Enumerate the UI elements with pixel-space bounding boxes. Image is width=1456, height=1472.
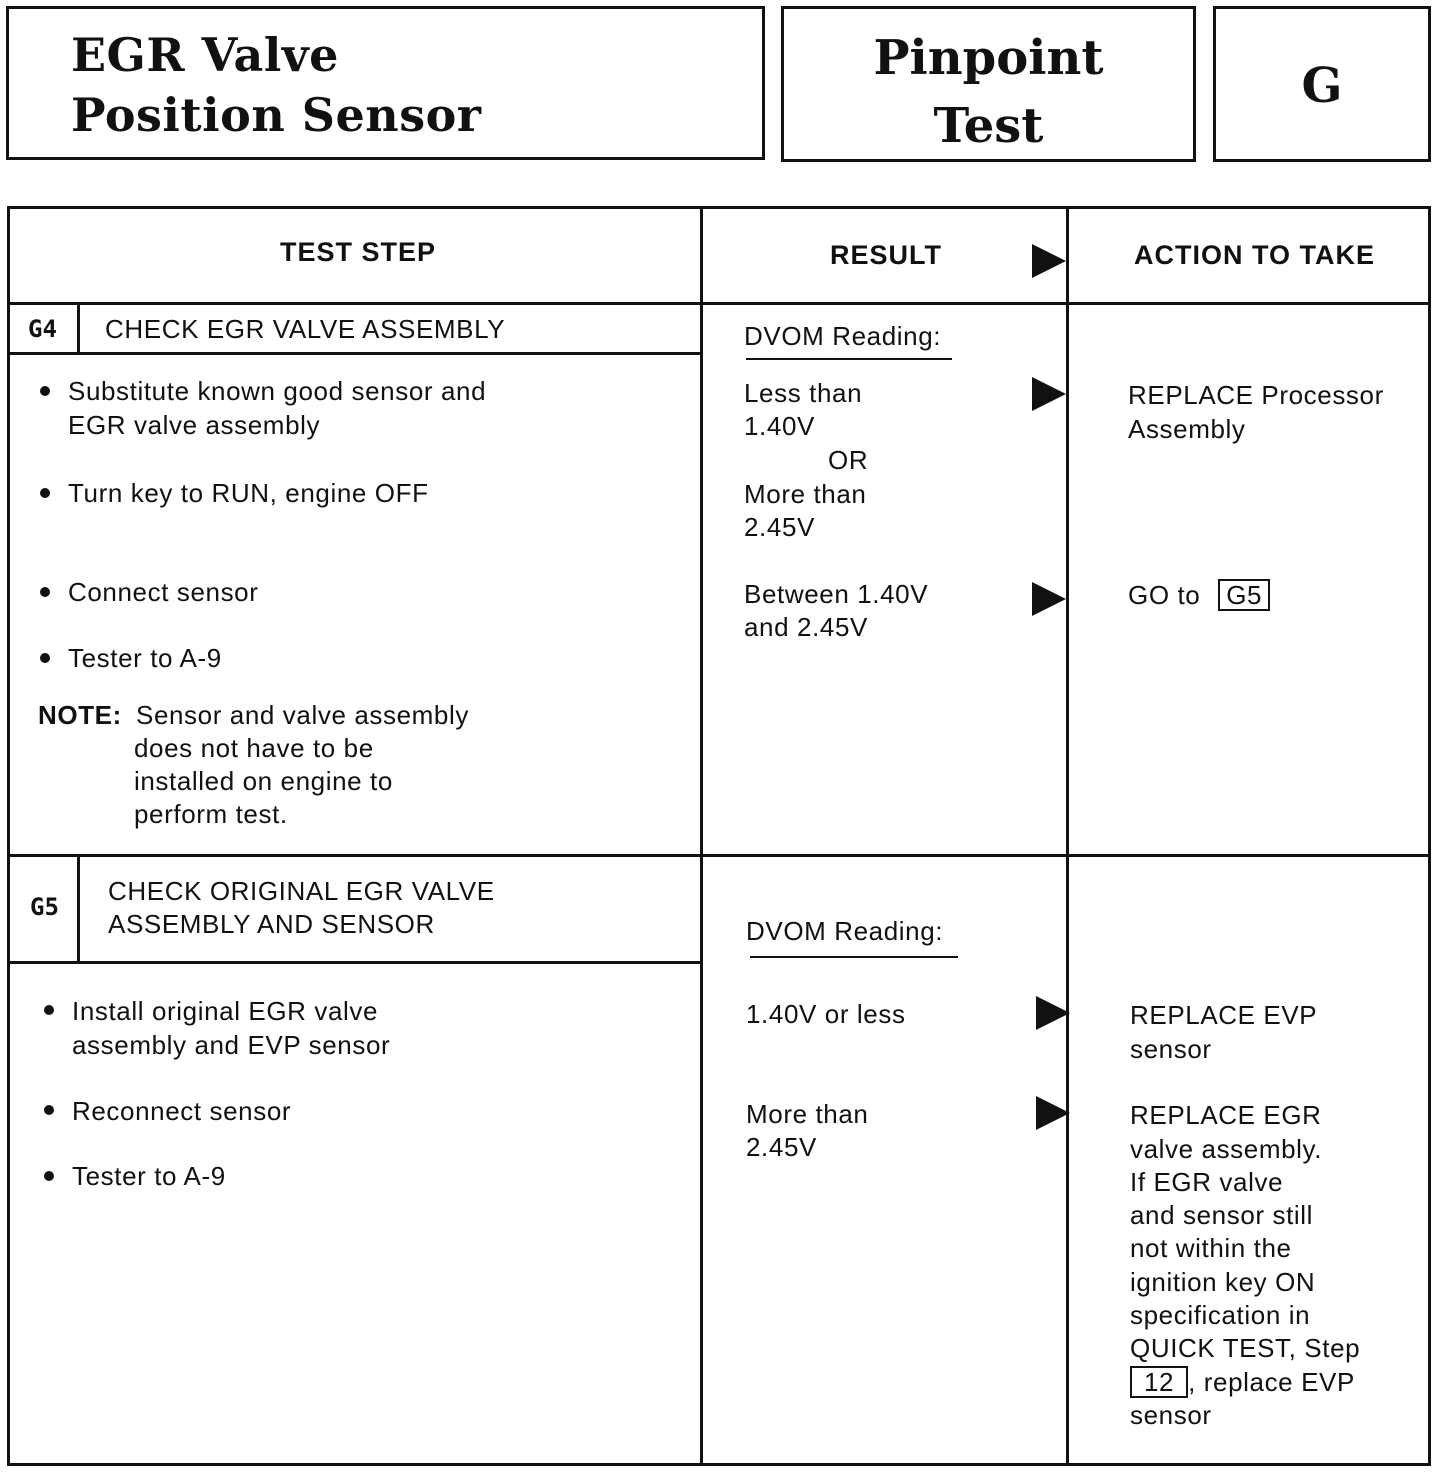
g5-result-1: 1.40V or less	[746, 999, 906, 1029]
g4-result-1-line-2: 1.40V	[744, 411, 815, 441]
pinpoint-line-1: Pinpoint	[873, 30, 1104, 86]
g4-step-2: Turn key to RUN, engine OFF	[68, 478, 429, 508]
bullet-icon	[40, 653, 50, 663]
result-arrow-icon	[1032, 377, 1066, 411]
test-letter: G	[1301, 58, 1343, 114]
g5-action-2-line-1: REPLACE EGR	[1130, 1100, 1322, 1130]
g5-step-2: Reconnect sensor	[72, 1096, 292, 1126]
g5-action-2-line-9	[1130, 1366, 1355, 1399]
g4-result-heading-underline	[746, 358, 952, 360]
g5-step-id: G5	[30, 893, 59, 921]
pinpoint-box	[781, 6, 1196, 162]
g5-result-2-line-2: 2.45V	[746, 1132, 817, 1162]
title-box	[6, 6, 765, 160]
g4-id-divider	[77, 305, 80, 353]
g4-note-line-1: Sensor and valve assembly	[136, 700, 469, 730]
g5-action-2-line-4: and sensor still	[1130, 1200, 1314, 1230]
bullet-icon	[40, 386, 50, 396]
g4-note-line-4: perform test.	[134, 799, 288, 829]
g5-step-3: Tester to A-9	[72, 1161, 226, 1191]
g4-result-2-line-2: and 2.45V	[744, 612, 868, 642]
g4-result-1-line-5: 2.45V	[744, 512, 815, 542]
g4-action-2-prefix: GO to	[1128, 580, 1201, 610]
g5-action-2-line-7: specification in	[1130, 1300, 1311, 1330]
header-action: ACTION TO TAKE	[1134, 240, 1375, 270]
g5-action-2-line-8: QUICK TEST, Step	[1130, 1333, 1361, 1363]
bullet-icon	[44, 1105, 54, 1115]
g4-step-id: G4	[28, 315, 57, 343]
title-line-1: EGR Valve	[71, 28, 339, 82]
header-test-step: TEST STEP	[280, 237, 437, 267]
g4-step-3: Connect sensor	[68, 577, 259, 607]
g4-step-4: Tester to A-9	[68, 643, 222, 673]
g4-action-1-line-1: REPLACE Processor	[1128, 380, 1384, 410]
g5-action-2-line-3: If EGR valve	[1130, 1167, 1284, 1197]
g4-step-1-line-1: Substitute known good sensor and	[68, 376, 487, 406]
result-arrow-icon	[1036, 1096, 1070, 1130]
result-arrow-icon	[1036, 996, 1070, 1030]
header-result: RESULT	[830, 240, 942, 270]
document-title	[71, 25, 482, 145]
bullet-icon	[40, 587, 50, 597]
g4-note-label: NOTE:	[38, 700, 122, 730]
g4-action-2	[1128, 579, 1270, 612]
g4-note-line-3: installed on engine to	[134, 766, 393, 796]
g4-action-1-line-2: Assembly	[1128, 414, 1246, 444]
g5-action-1-line-2: sensor	[1130, 1034, 1212, 1064]
bullet-icon	[44, 1005, 54, 1015]
g4-result-1-line-4: More than	[744, 479, 867, 509]
g4-step-1-line-2: EGR valve assembly	[68, 410, 321, 440]
g5-action-1-line-1: REPLACE EVP	[1130, 1000, 1318, 1030]
g5-action-2-line-10: sensor	[1130, 1400, 1212, 1430]
g5-title-underline	[7, 961, 703, 964]
g5-action-2-line-5: not within the	[1130, 1233, 1292, 1263]
g4-note-line-2: does not have to be	[134, 733, 374, 763]
title-line-2: Position Sensor	[71, 88, 482, 142]
g4-result-1-line-1: Less than	[744, 378, 863, 408]
g4-step-title: CHECK EGR VALVE ASSEMBLY	[105, 314, 506, 344]
column-divider-2	[1066, 206, 1069, 1466]
pinpoint-line-2: Test	[933, 98, 1044, 154]
g5-step-1-line-2: assembly and EVP sensor	[72, 1030, 391, 1060]
g4-action-2-ref: G5	[1218, 579, 1270, 611]
g5-action-2-ref: 12	[1130, 1366, 1188, 1398]
g5-step-title-line-2: ASSEMBLY AND SENSOR	[108, 909, 435, 939]
bullet-icon	[44, 1171, 54, 1181]
g5-action-2-line-2: valve assembly.	[1130, 1134, 1323, 1164]
bullet-icon	[40, 488, 50, 498]
column-divider-1	[700, 206, 703, 1466]
g5-step-1-line-1: Install original EGR valve	[72, 996, 379, 1026]
g4-result-2-line-1: Between 1.40V	[744, 579, 929, 609]
g4-title-underline	[7, 352, 703, 355]
g5-action-2-suffix: , replace EVP	[1188, 1367, 1355, 1397]
g5-action-2-line-6: ignition key ON	[1130, 1267, 1316, 1297]
result-arrow-icon	[1032, 582, 1066, 616]
g5-result-heading-underline	[750, 956, 958, 958]
g5-step-title-line-1: CHECK ORIGINAL EGR VALVE	[108, 876, 495, 906]
g4-g5-divider	[7, 854, 1431, 857]
g5-id-divider	[77, 857, 80, 963]
g4-result-heading: DVOM Reading:	[744, 321, 942, 351]
header-row-divider	[7, 302, 1431, 305]
g5-result-heading: DVOM Reading:	[746, 916, 944, 946]
g4-result-1-line-3: OR	[828, 445, 869, 475]
g5-result-2-line-1: More than	[746, 1099, 869, 1129]
test-letter-box	[1213, 6, 1431, 162]
header-arrow-icon	[1032, 244, 1066, 278]
